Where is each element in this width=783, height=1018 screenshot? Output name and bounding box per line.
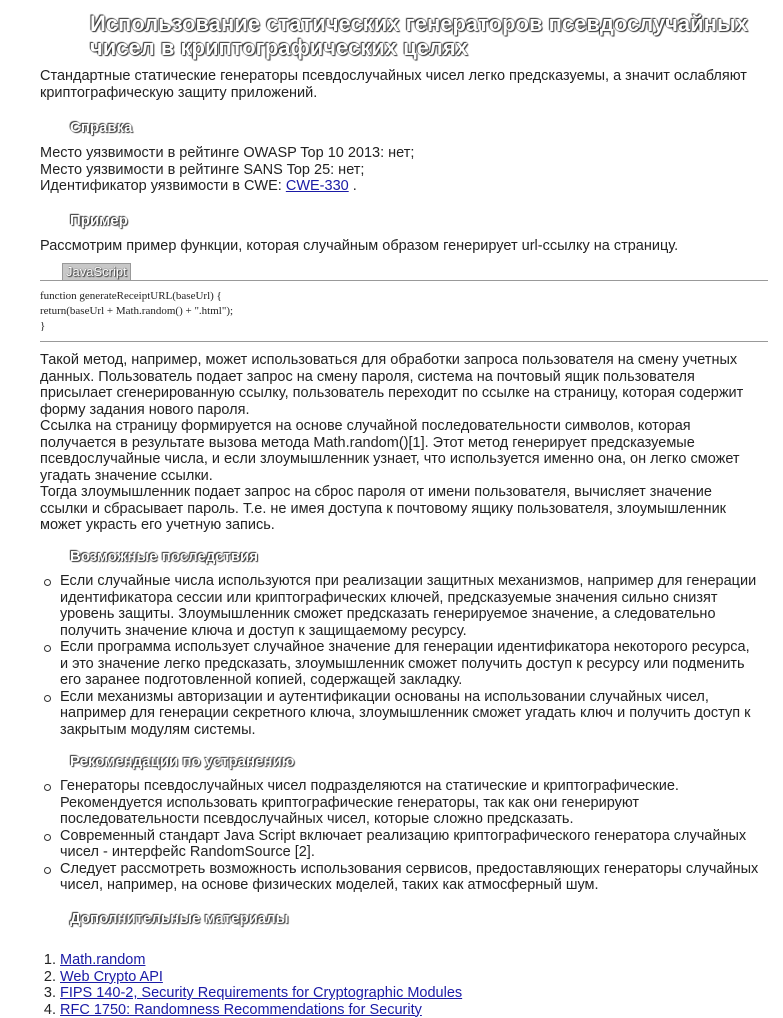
explanation-paragraph: Тогда злоумышленник подает запрос на сброс пароля от имени пользователя, вычисляет значение ссылки и сбрасывает пароль. Т.е. не имея доступа к почтовому ящику пользователя, злоумышленник может украсть его учетную запись.	[40, 484, 760, 534]
owasp-rank: Место уязвимости в рейтинге OWASP Top 10 2013: нет;	[40, 145, 760, 162]
sans-rank: Место уязвимости в рейтинге SANS Top 25: нет;	[40, 162, 760, 179]
code-block	[40, 289, 760, 334]
cwe-id	[40, 178, 760, 195]
code-bottom-divider	[40, 341, 768, 342]
list-item: Если случайные числа используются при реализации защитных механизмов, например для генерации идентификатора сессии или криптографических ключей, предсказуемые значения сильно снизят уровень защиты. Злоумышленник сможет предсказать генерируемое значение, а следовательно получить значение ключа и доступ к защищаемому ресурсу.	[40, 573, 760, 639]
list-item: Генераторы псевдослучайных чисел подразделяются на статические и криптографические. Рекомендуется использовать криптографические генераторы, так как они генерируют последовательности псевдослучайных чисел, которые сложно предсказать.	[40, 778, 760, 828]
materials-heading: Дополнительные материалы	[70, 911, 289, 928]
material-link-math-random[interactable]: Math.random	[60, 952, 145, 968]
list-item: 1. Math.random	[40, 952, 760, 969]
list-item: 3. FIPS 140-2, Security Requirements for Cryptographic Modules	[40, 985, 760, 1002]
list-item: 2. Web Crypto API	[40, 969, 760, 986]
explanation-paragraph: Ссылка на страницу формируется на основе случайной последовательности символов, которая получается в результате вызова метода Math.random()[1]. Этот метод генерирует предсказуемые псевдослучайные числа, и если злоумышленник узнает, что используется именно она, он легко сможет угадать значение ссылки.	[40, 418, 760, 484]
material-link-rfc1750[interactable]: RFC 1750: Randomness Recommendations for Security	[60, 1002, 422, 1018]
cwe-label: Идентификатор уязвимости в CWE:	[40, 178, 282, 194]
example-explanation	[40, 352, 760, 534]
list-item: Следует рассмотреть возможность использования сервисов, предоставляющих генераторы случайных чисел, например, на основе физических моделей, таких как атмосферный шум.	[40, 861, 760, 894]
reference-heading: Справка	[70, 120, 132, 137]
list-item: 4. RFC 1750: Randomness Recommendations for Security	[40, 1002, 760, 1018]
code-line: function generateReceiptURL(baseUrl) {	[40, 289, 760, 304]
material-link-fips[interactable]: FIPS 140-2, Security Requirements for Cryptographic Modules	[60, 985, 462, 1001]
list-item: Современный стандарт Java Script включает реализацию криптографического генератора случайных чисел - интерфейс RandomSource [2].	[40, 828, 760, 861]
recommendations-list	[40, 778, 760, 894]
cwe-link[interactable]: CWE-330	[286, 178, 349, 194]
reference-block	[40, 145, 760, 195]
code-language-tab[interactable]: JavaScript	[62, 263, 131, 281]
intro-text: Стандартные статические генераторы псевдослучайных чисел легко предсказуемы, а значит ослабляют криптографическую защиту приложений.	[40, 68, 760, 101]
materials-list	[40, 952, 760, 1018]
explanation-paragraph: Такой метод, например, может использоваться для обработки запроса пользователя на смену учетных данных. Пользователь подает запрос на смену пароля, система на почтовый ящик пользователя присылает сгенерированную ссылку, пользователь переходит по ссылке на страницу, которая содержит форму задания нового пароля.	[40, 352, 760, 418]
code-line: return(baseUrl + Math.random() + ".html");	[40, 304, 760, 319]
code-line: }	[40, 319, 760, 334]
material-link-web-crypto[interactable]: Web Crypto API	[60, 969, 163, 985]
list-item: Если механизмы авторизации и аутентификации основаны на использовании случайных чисел, например для генерации секретного ключа, злоумышленник сможет угадать ключ и получить доступ к закрытым модулям системы.	[40, 689, 760, 739]
consequences-list	[40, 573, 760, 738]
list-item: Если программа использует случайное значение для генерации идентификатора некоторого ресурса, и это значение легко предсказать, злоумышленник сможет получить доступ к ресурсу или подменить его заранее подготовленной копией, содержащей закладку.	[40, 639, 760, 689]
page-title: Использование статических генераторов псевдослучайных чисел в криптографических целях	[90, 12, 770, 60]
cwe-suffix: .	[353, 178, 357, 194]
recommendations-heading: Рекомендации по устранению	[70, 754, 295, 771]
consequences-heading: Возможные последствия	[70, 549, 258, 566]
example-heading: Пример	[70, 213, 128, 230]
example-text: Рассмотрим пример функции, которая случайным образом генерирует url-ссылку на страницу.	[40, 238, 760, 255]
code-top-divider	[40, 280, 768, 281]
